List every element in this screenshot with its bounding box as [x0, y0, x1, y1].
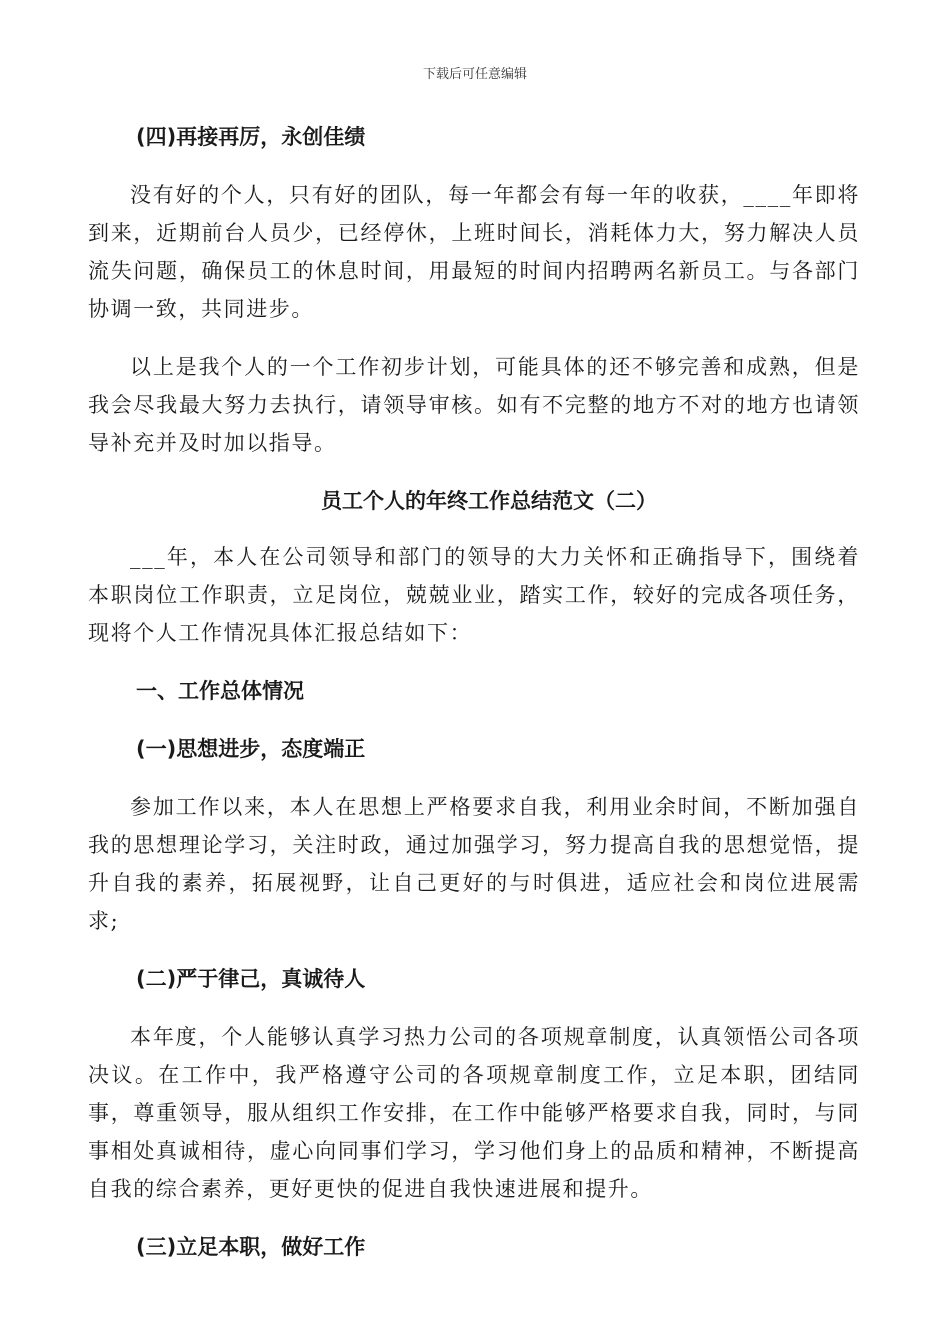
section-heading-4: (四)再接再厉，永创佳绩: [136, 125, 366, 149]
document-body: [88, 118, 860, 1286]
section-heading-1: (一)思想进步，态度端正: [136, 737, 366, 761]
paragraph-discipline: 本年度，个人能够认真学习热力公司的各项规章制度，认真领悟公司各项决议。在工作中，我严格遵守公司的各项规章制度工作，立足本职，团结同事，尊重领导，服从组织工作安排，在工作中能够严格要求自我，同时，与同事相处真诚相待，虚心向同事们学习，学习他们身上的品质和精神，不断提高自我的综合素养，更好更快的促进自我快速进展和提升。: [88, 1025, 860, 1201]
section-heading-3: (三)立足本职，做好工作: [136, 1235, 366, 1259]
paragraph-team: 没有好的个人，只有好的团队，每一年都会有每一年的收获，____年即将到来，近期前台人员少，已经停休，上班时间长，消耗体力大，努力解决人员流失问题，确保员工的休息时间，用最短的时间内招聘两名新员工。与各部门协调一致，共同进步。: [88, 183, 860, 321]
document-title: 员工个人的年终工作总结范文（二）: [321, 489, 657, 513]
section-heading-2: (二)严于律己，真诚待人: [136, 967, 366, 991]
paragraph-thought: 参加工作以来，本人在思想上严格要求自我，利用业余时间，不断加强自我的思想理论学习，关注时政，通过加强学习，努力提高自我的思想觉悟，提升自我的素养，拓展视野，让自己更好的与时俱进，适应社会和岗位进展需求;: [88, 795, 860, 933]
paragraph-plan-closing: 以上是我个人的一个工作初步计划，可能具体的还不够完善和成熟，但是我会尽我最大努力去执行，请领导审核。如有不完整的地方不对的地方也请领导补充并及时加以指导。: [88, 355, 860, 455]
page-header-note: 下载后可任意编辑: [422, 67, 527, 82]
section-heading-overview: 一、工作总体情况: [136, 679, 304, 703]
paragraph-intro: ___年，本人在公司领导和部门的领导的大力关怀和正确指导下，围绕着本职岗位工作职责，立足岗位，兢兢业业，踏实工作，较好的完成各项任务，现将个人工作情况具体汇报总结如下：: [88, 545, 860, 645]
